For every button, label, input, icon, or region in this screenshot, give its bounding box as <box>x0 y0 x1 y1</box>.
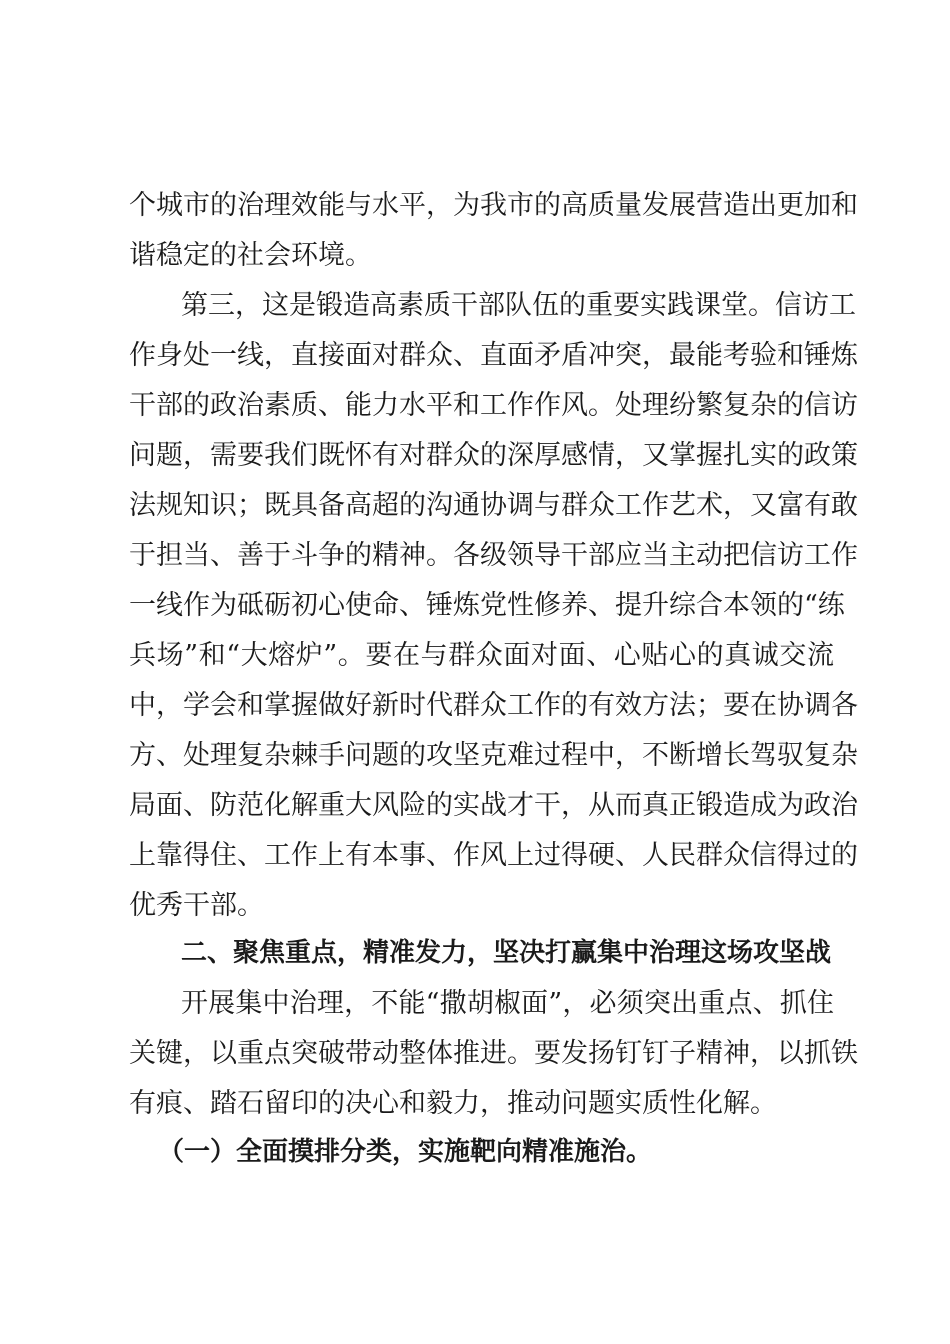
paragraph-line: 干部的政治素质、能力水平和工作作风。处理纷繁复杂的信访 <box>129 390 858 421</box>
paragraph-line: 开展集中治理，不能“撒胡椒面”，必须突出重点、抓住 <box>181 988 834 1019</box>
paragraph-line: 于担当、善于斗争的精神。各级领导干部应当主动把信访工作 <box>129 540 858 571</box>
section-heading: 二、聚焦重点，精准发力，坚决打赢集中治理这场攻坚战 <box>181 938 832 968</box>
paragraph-line: 问题，需要我们既怀有对群众的深厚感情，又掌握扎实的政策 <box>129 440 858 471</box>
paragraph-line: 方、处理复杂棘手问题的攻坚克难过程中，不断增长驾驭复杂 <box>129 740 858 771</box>
paragraph-line: 兵场”和“大熔炉”。要在与群众面对面、心贴心的真诚交流 <box>129 640 834 671</box>
paragraph-line: 关键，以重点突破带动整体推进。要发扬钉钉子精神，以抓铁 <box>129 1038 858 1069</box>
paragraph-line: 局面、防范化解重大风险的实战才干，从而真正锻造成为政治 <box>129 790 858 821</box>
paragraph-line: 有痕、踏石留印的决心和毅力，推动问题实质性化解。 <box>129 1088 777 1119</box>
paragraph-line: 第三，这是锻造高素质干部队伍的重要实践课堂。信访工 <box>181 290 856 321</box>
paragraph-line: 谐稳定的社会环境。 <box>129 240 372 271</box>
paragraph-line: 优秀干部。 <box>129 890 264 921</box>
paragraph-line: 个城市的治理效能与水平，为我市的高质量发展营造出更加和 <box>129 190 858 221</box>
paragraph-line: 作身处一线，直接面对群众、直面矛盾冲突，最能考验和锤炼 <box>129 340 858 371</box>
subsection-heading: （一）全面摸排分类，实施靶向精准施治。 <box>158 1137 653 1167</box>
paragraph-line: 中，学会和掌握做好新时代群众工作的有效方法；要在协调各 <box>129 690 858 721</box>
paragraph-line: 一线作为砥砺初心使命、锤炼党性修养、提升综合本领的“练 <box>129 590 845 621</box>
paragraph-line: 上靠得住、工作上有本事、作风上过得硬、人民群众信得过的 <box>129 840 858 871</box>
paragraph-line: 法规知识；既具备高超的沟通协调与群众工作艺术，又富有敢 <box>129 490 858 521</box>
